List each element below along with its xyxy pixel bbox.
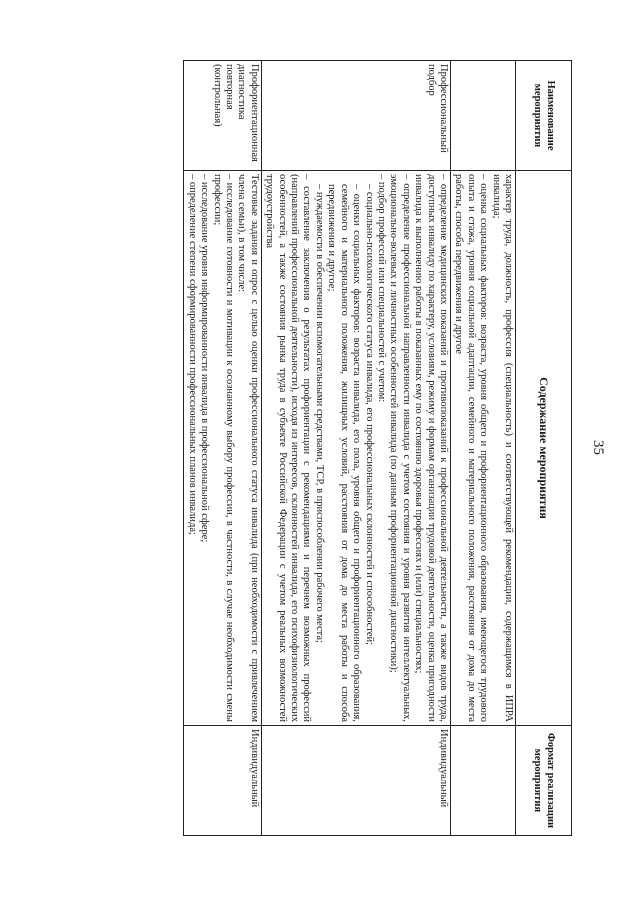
content-line: Тестовые задания и опрос с целью оценки профессионального статуса инвалида (при необходимости с привлечением члена семьи), в том числе:: [236, 174, 260, 722]
content-line: – оценка социальных факторов: возраста, уровня общего и профориентационного образования, имеющегося трудового опыта и стажа, уровня социальной адаптации, семейного и материального положения, расстояния от дома до места работы, способа передвижения и другое: [453, 174, 490, 722]
row-content: [450, 171, 515, 726]
content-line: – составление заключения о результатах профориентации с рекомендациями и перечнем возможных профессий (направлений профессиональной деятельности), исходя из интересов, склонностей инвалида, его психофизиологических особенностей, а также состояния рынка труда в субъекте Российской Федерации с учетом реальных возможностей трудоустройства: [264, 174, 313, 722]
table-row: [184, 61, 261, 836]
content-line: – нуждаемости в обеспечении вспомогательными средствами, ТСР, в приспособлении рабочего места;: [313, 184, 325, 643]
content-line: характер труда, должность, профессия (специальность) и соответствующей рекомендации, содержащимся в ИПРА инвалида;: [490, 174, 514, 722]
row-name: Профориентационная диагностика повторная (контрольная): [184, 61, 261, 171]
row-format: Индивидуальный: [184, 726, 261, 836]
content-line: – определение медицинских показаний и противопоказаний к профессиональной деятельности, а также видов труда, доступных инвалиду по характеру, условиям, режиму и формам организации трудовой деятельности, оценка пригодности инвалида к выполнению работы в показанных ему по состоянию здоровья профессиях и (или) специальностях;: [413, 174, 449, 722]
content-line: – исследование готовности и мотивации к осознанному выбору профессии, в частности, в случае необходимости смены профессии;: [211, 174, 236, 722]
header-content: Содержание мероприятия: [516, 171, 572, 726]
header-name: Наименование мероприятия: [516, 61, 572, 171]
content-line: – исследование уровня информированности инвалида в профессиональной сфере;: [199, 174, 211, 543]
page-number: 35: [590, 440, 606, 455]
table-row: [450, 61, 515, 836]
row-name: [450, 61, 515, 171]
table-row: [261, 61, 450, 836]
row-content: [261, 171, 450, 726]
row-format: Индивидуальный: [261, 726, 450, 836]
row-name: Профессиональный подбор: [261, 61, 450, 171]
header-format: Формат реализации мероприятия: [516, 726, 572, 836]
content-line: – подбор профессий или специальностей с учетом:: [375, 174, 387, 403]
content-line: – определение профессиональной направленности инвалида с учетом состояния и уровня развития интеллектуальных, эмоционально-волевых и личностных особенностей инвалида (по данным профориентационной диагностики);: [388, 174, 412, 722]
content-line: – оценки социальных факторов: возраста инвалида, его пола, уровня общего и профориентационного образования, семейного и материального положения, жилищных условий, расстояния от дома до места работы и способа передвижения и другое;: [326, 184, 363, 722]
measures-table: [183, 60, 572, 836]
content-line: – определение степени сформированности профессиональных планов инвалида;: [186, 174, 198, 535]
content-line: – социально-психологического статуса инвалида, его профессиональных склонностей и способностей;: [363, 184, 375, 646]
row-format: [450, 726, 515, 836]
row-content: [184, 171, 261, 726]
